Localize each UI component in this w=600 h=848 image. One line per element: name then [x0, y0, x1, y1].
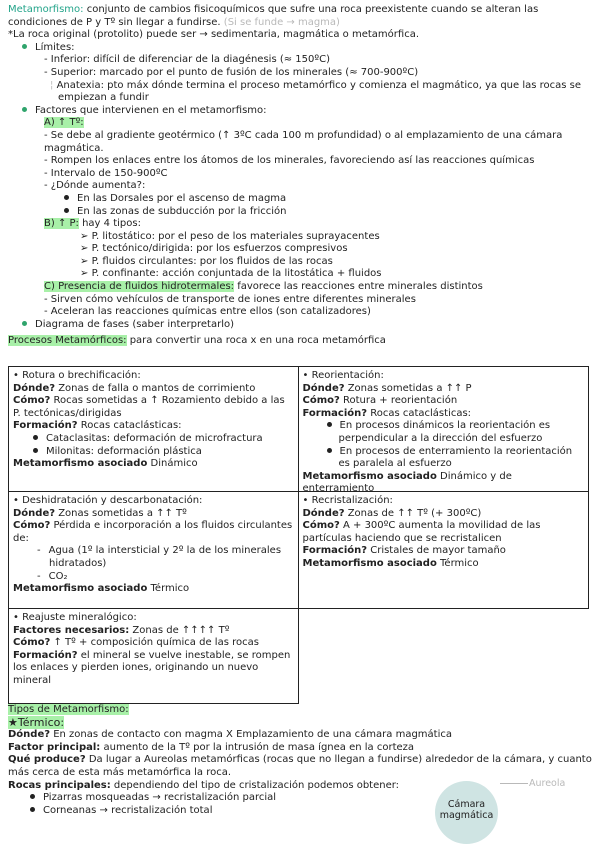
factor-a-label: A) ↑ Tº: [44, 117, 84, 129]
list-item: ➢ P. fluidos circulantes: por los fluidos de las rocas [80, 255, 333, 267]
factor-a-line: - Rompen los enlaces entre los átomos de los minerales, favoreciendo así las reacciones químicas [44, 155, 535, 167]
limites-title: Límites: [8, 42, 592, 55]
arrow-bullet-icon: ➢ [80, 255, 92, 267]
bullet-icon [327, 422, 332, 427]
aureola-pointer [500, 783, 528, 784]
cell-reajuste: • Reajuste mineralógico: Factores necesarios: Zonas de ↑↑↑↑ Tº Cómo? ↑ Tº + composición química de las rocas Formación? el mineral se vuelve inestable, se rompen los enlaces y pierden iones, originando un nuevo mineral [8, 609, 299, 704]
list-item: En las zonas de subducción por la fricción [8, 206, 592, 219]
protolito-note: *La roca original (protolito) puede ser → sedimentaria, magmática o metamórfica. [8, 29, 419, 41]
bullet-icon [327, 448, 332, 453]
aureola-label: Aureola [529, 778, 566, 789]
list-item: En procesos dinámicos la reorientación es perpendicular a la dirección del esfuerzo [303, 420, 585, 445]
list-item: - CO₂ [37, 570, 68, 582]
cell-recristalizacion: • Recristalización: Dónde? Zonas de ↑↑ Tº (+ 300ºC) Cómo? A + 300ºC aumenta la movilidad de las partículas haciendo que se recristalicen Formación? Cristales de mayor tamaño Metamorfismo asociado Térmico [299, 492, 590, 609]
factor-c-line: - Sirven cómo vehículos de transporte de iones entre diferentes minerales [44, 293, 416, 305]
arrow-bullet-icon: ➢ [80, 230, 92, 242]
bullet-icon [33, 435, 38, 440]
list-item: Pizarras mosqueadas → recristalización parcial [8, 792, 592, 805]
factor-a-line: - ¿Dónde aumenta?: [44, 180, 146, 192]
factores-title: Factores que intervienen en el metamorfismo: [8, 105, 592, 118]
bullet-icon [64, 195, 69, 200]
limite-inferior: - Inferior: difícil de diferenciar de la diagénesis (≈ 150ºC) [44, 54, 330, 66]
list-item: En las Dorsales por el ascenso de magma [8, 193, 592, 206]
list-item: En procesos de enterramiento la reorientación es paralela al esfuerzo [303, 446, 585, 471]
notes-section-intro [8, 4, 592, 348]
dash-bullet-icon: - [37, 570, 41, 582]
list-item: ➢ P. litostático: por el peso de los materiales suprayacentes [80, 230, 380, 242]
procesos-table [8, 366, 589, 704]
termico-title: ★Térmico: [8, 715, 65, 729]
procesos-title: Procesos Metamórficos: para convertir una roca x en una roca metamórfica [8, 335, 386, 347]
table-row [8, 492, 589, 609]
cell-empty [299, 609, 590, 704]
factor-c-line: - Aceleran las reacciones químicas entre ellos (son catalizadores) [44, 306, 371, 318]
list-item: ➢ P. tectónico/dirigida: por los esfuerzos compresivos [80, 243, 348, 255]
bullet-icon [22, 44, 27, 49]
cell-reorientacion: • Reorientación: Dónde? Zonas sometidas a ↑↑ P Cómo? Rotura + reorientación Formación? Rocas cataclásticas: En procesos dinámicos la reorientación es perpendicular a la dirección del esfuerzo En procesos de enterramiento la reorientación es paralela al esfuerzo Metamorfismo asociado Dinámico y de enterramiento [299, 366, 590, 492]
bullet-icon [30, 807, 35, 812]
tipos-section: Tipos de Metamorfismo: ★Térmico: Dónde? En zonas de contacto con magma X Emplazamiento de una cámara magmática Factor principal: aumento de la Tº por la intrusión de masa ígnea en la corteza Qué produce? Da lugar a Aureolas metamórficas (rocas que no llegan a fundirse) alrededor de la cámara, y cuanto más cerca de esta más metamórfica la roca. Rocas principales: dependiendo del tipo de cristalización podemos obtener: Pizarras mosqueadas → recristalización parcial Corneanas → recristalización total [8, 704, 592, 816]
diagrama-fases: Diagrama de fases (saber interpretarlo) [8, 319, 592, 332]
factor-a-line: - Intervalo de 150-900ºC [44, 167, 168, 179]
bullet-icon [33, 448, 38, 453]
limite-superior: - Superior: marcado por el punto de fusión de los minerales (≈ 700-900ºC) [44, 66, 419, 78]
bullet-icon [30, 794, 35, 799]
table-row [8, 366, 589, 495]
list-item: Cataclasitas: deformación de microfractura [13, 433, 294, 446]
arrow-bullet-icon: ➢ [80, 268, 92, 280]
factor-b-label: B) ↑ P: hay 4 tipos: [44, 218, 141, 230]
cell-deshidratacion: • Deshidratación y descarbonatación: Dónde? Zonas sometidas a ↑↑ Tº Cómo? Pérdida e incorporación a los fluidos circulantes de: - Agua (1º la intersticial y 2º la de los minerales hidratados) - CO₂ Metamorfismo asociado Térmico [8, 492, 299, 609]
bullet-icon [22, 107, 27, 112]
list-item: Corneanas → recristalización total [8, 805, 592, 818]
quote-bar-icon: ¦ [50, 79, 57, 91]
factor-c-label: C) Presencia de fluidos hidrotermales: favorece las reacciones entre minerales distintos [44, 281, 483, 293]
list-item: - Agua (1º la intersticial y 2º la de los minerales hidratados) [37, 545, 282, 569]
dash-bullet-icon: - [37, 545, 41, 557]
list-item: Milonitas: deformación plástica [13, 446, 294, 459]
table-row [8, 609, 589, 704]
definition: Metamorfismo: conjunto de cambios fisicoquímicos que sufre una roca preexistente cuando se alteran las condiciones de P y Tº sin llegar a fundirse. (Si se funde → magma) [8, 4, 539, 28]
bullet-icon [22, 321, 27, 326]
anatexia-note: ¦ Anatexia: pto máx dónde termina el proceso metamórfico y comienza el magmático, ya que las rocas se empiezan a fundir [50, 79, 582, 104]
factor-a-line: - Se debe al gradiente geotérmico (↑ 3ºC cada 100 m profundidad) o al emplazamiento de una cámara magmática. [44, 129, 563, 154]
list-item: ➢ P. confinante: acción conjuntada de la litostática + fluidos [80, 268, 382, 280]
arrow-bullet-icon: ➢ [80, 243, 92, 255]
camara-magmatica-diagram: Cámara magmática [435, 781, 498, 844]
cell-rotura: • Rotura o brechificación: Dónde? Zonas de falla o mantos de corrimiento Cómo? Rocas sometidas a ↑ Rozamiento debido a las P. tectónicas/dirigidas Formación? Rocas cataclásticas: Cataclasitas: deformación de microfractura Milonitas: deformación plástica Metamorfismo asociado Dinámico [8, 366, 299, 492]
bullet-icon [64, 208, 69, 213]
tipos-title: Tipos de Metamorfismo: [8, 704, 129, 715]
